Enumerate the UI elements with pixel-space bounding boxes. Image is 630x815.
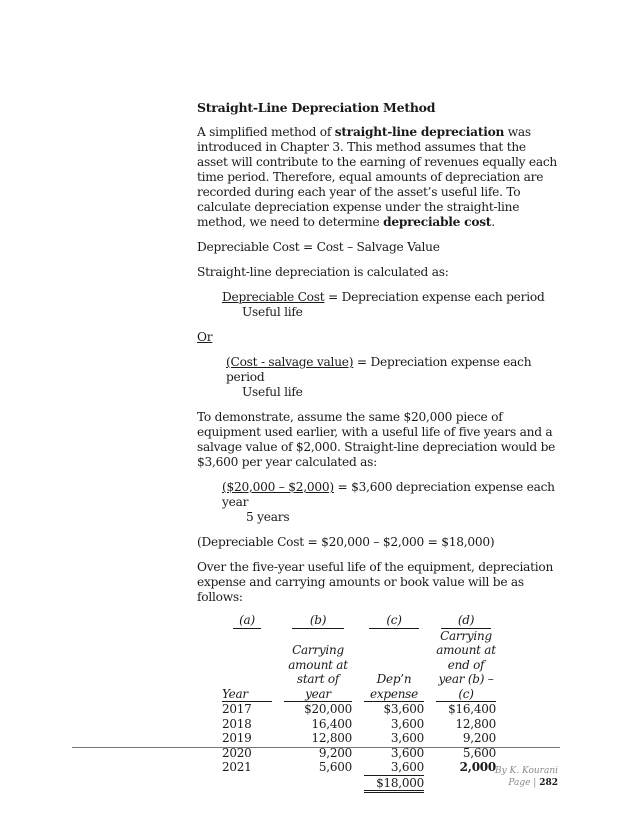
demo-paragraph: To demonstrate, assume the same $20,000 piece of equipment used earlier, with a useful life of five years and a salvage value of $2,000. Straight-line depreciation would be $3,600 per year calculated as:: [197, 410, 556, 469]
row-5-year: 2021: [222, 760, 252, 775]
header-carrying-end: Carrying amount at end of year (b) – (c): [436, 628, 496, 701]
intro-paragraph: [197, 125, 559, 230]
row-1-start: $20,000: [304, 702, 352, 716]
row-4-year: 2020: [222, 745, 252, 760]
footer-page: [495, 777, 558, 789]
formula-2-rhs: = Depreciation expense each period: [226, 355, 532, 384]
page-footer: [495, 765, 558, 789]
table-total-row: [222, 775, 496, 792]
page-content: [197, 100, 559, 793]
row-2-year: 2018: [222, 716, 252, 731]
row-1-expense: $3,600: [383, 702, 424, 716]
formula-2-numerator: (Cost - salvage value): [226, 355, 354, 369]
formula-1: [197, 290, 559, 320]
row-5-end: 2,000: [459, 760, 496, 775]
row-2-expense: 3,600: [390, 716, 424, 731]
calc-intro: Straight-line depreciation is calculated as:: [197, 265, 449, 279]
table-letter-row: [222, 613, 496, 629]
table-header-row: [222, 629, 496, 702]
row-1-year: 2017: [222, 702, 252, 716]
intro-text-2: was introduced in Chapter 3. This method assumes that the asset will contribute to the earning of revenues equally each time period. Therefore, equal amounts of depreciation are recorded during each year of the asset’s useful life. To calculate depreciation expense under the straight-line method, we need to determine: [197, 125, 558, 229]
row-5-expense: 3,600: [364, 760, 424, 775]
formula-1-denominator: Useful life: [242, 305, 303, 319]
row-5-start: 5,600: [318, 760, 352, 775]
letter-a: (a): [222, 613, 272, 629]
table-row: [222, 702, 496, 717]
row-3-expense: 3,600: [390, 731, 424, 745]
header-carrying-start: Carrying amount at start of year: [284, 629, 352, 702]
header-year: Year: [222, 629, 272, 702]
letter-c: (c): [364, 613, 424, 629]
formula-2: [197, 355, 559, 400]
footer-page-label: Page |: [508, 778, 540, 788]
row-2-start: 16,400: [311, 716, 352, 731]
intro-text-1: A simplified method of: [197, 125, 335, 139]
formula-3-denominator: 5 years: [246, 510, 290, 524]
depreciation-table: [222, 613, 496, 793]
table-row: [222, 717, 496, 732]
intro-bold-1: straight-line depreciation: [334, 125, 505, 139]
row-1-end: $16,400: [448, 702, 496, 716]
row-3-end: 9,200: [462, 731, 496, 745]
letter-b: (b): [284, 613, 352, 629]
row-4-expense: 3,600: [390, 745, 424, 760]
row-4-end: 5,600: [462, 745, 496, 760]
formula-3: [197, 480, 559, 525]
intro-bold-2: depreciable cost: [383, 215, 492, 229]
depreciable-cost-formula: Depreciable Cost = Cost – Salvage Value: [197, 240, 440, 254]
section-title: Straight-Line Depreciation Method: [197, 100, 436, 115]
footer-page-number: 282: [539, 778, 558, 788]
formula-3-rhs: = $3,600 depreciation expense each year: [222, 480, 555, 509]
total-expense: $18,000: [364, 775, 424, 792]
intro-text-3: .: [491, 215, 495, 229]
letter-d: (d): [436, 613, 496, 629]
footer-author: By K. Kourani: [494, 766, 558, 776]
row-4-start: 9,200: [318, 745, 352, 760]
row-3-start: 12,800: [311, 731, 352, 745]
formula-3-numerator: ($20,000 – $2,000): [222, 480, 334, 494]
footer-rule: [72, 747, 560, 748]
row-3-year: 2019: [222, 731, 252, 745]
or-label: Or: [197, 330, 213, 344]
formula-1-rhs: = Depreciation expense each period: [324, 290, 545, 304]
table-intro: Over the five-year useful life of the equipment, depreciation expense and carrying amounts or book value will be as follows:: [197, 560, 554, 604]
table-row: [222, 760, 496, 775]
row-2-end: 12,800: [455, 716, 496, 731]
formula-2-denominator: Useful life: [242, 385, 303, 399]
table-row: [222, 731, 496, 746]
formula-1-numerator: Depreciable Cost: [222, 290, 325, 304]
header-depn-expense: Dep’n expense: [364, 629, 424, 702]
depreciable-cost-example: (Depreciable Cost = $20,000 – $2,000 = $18,000): [197, 535, 495, 549]
